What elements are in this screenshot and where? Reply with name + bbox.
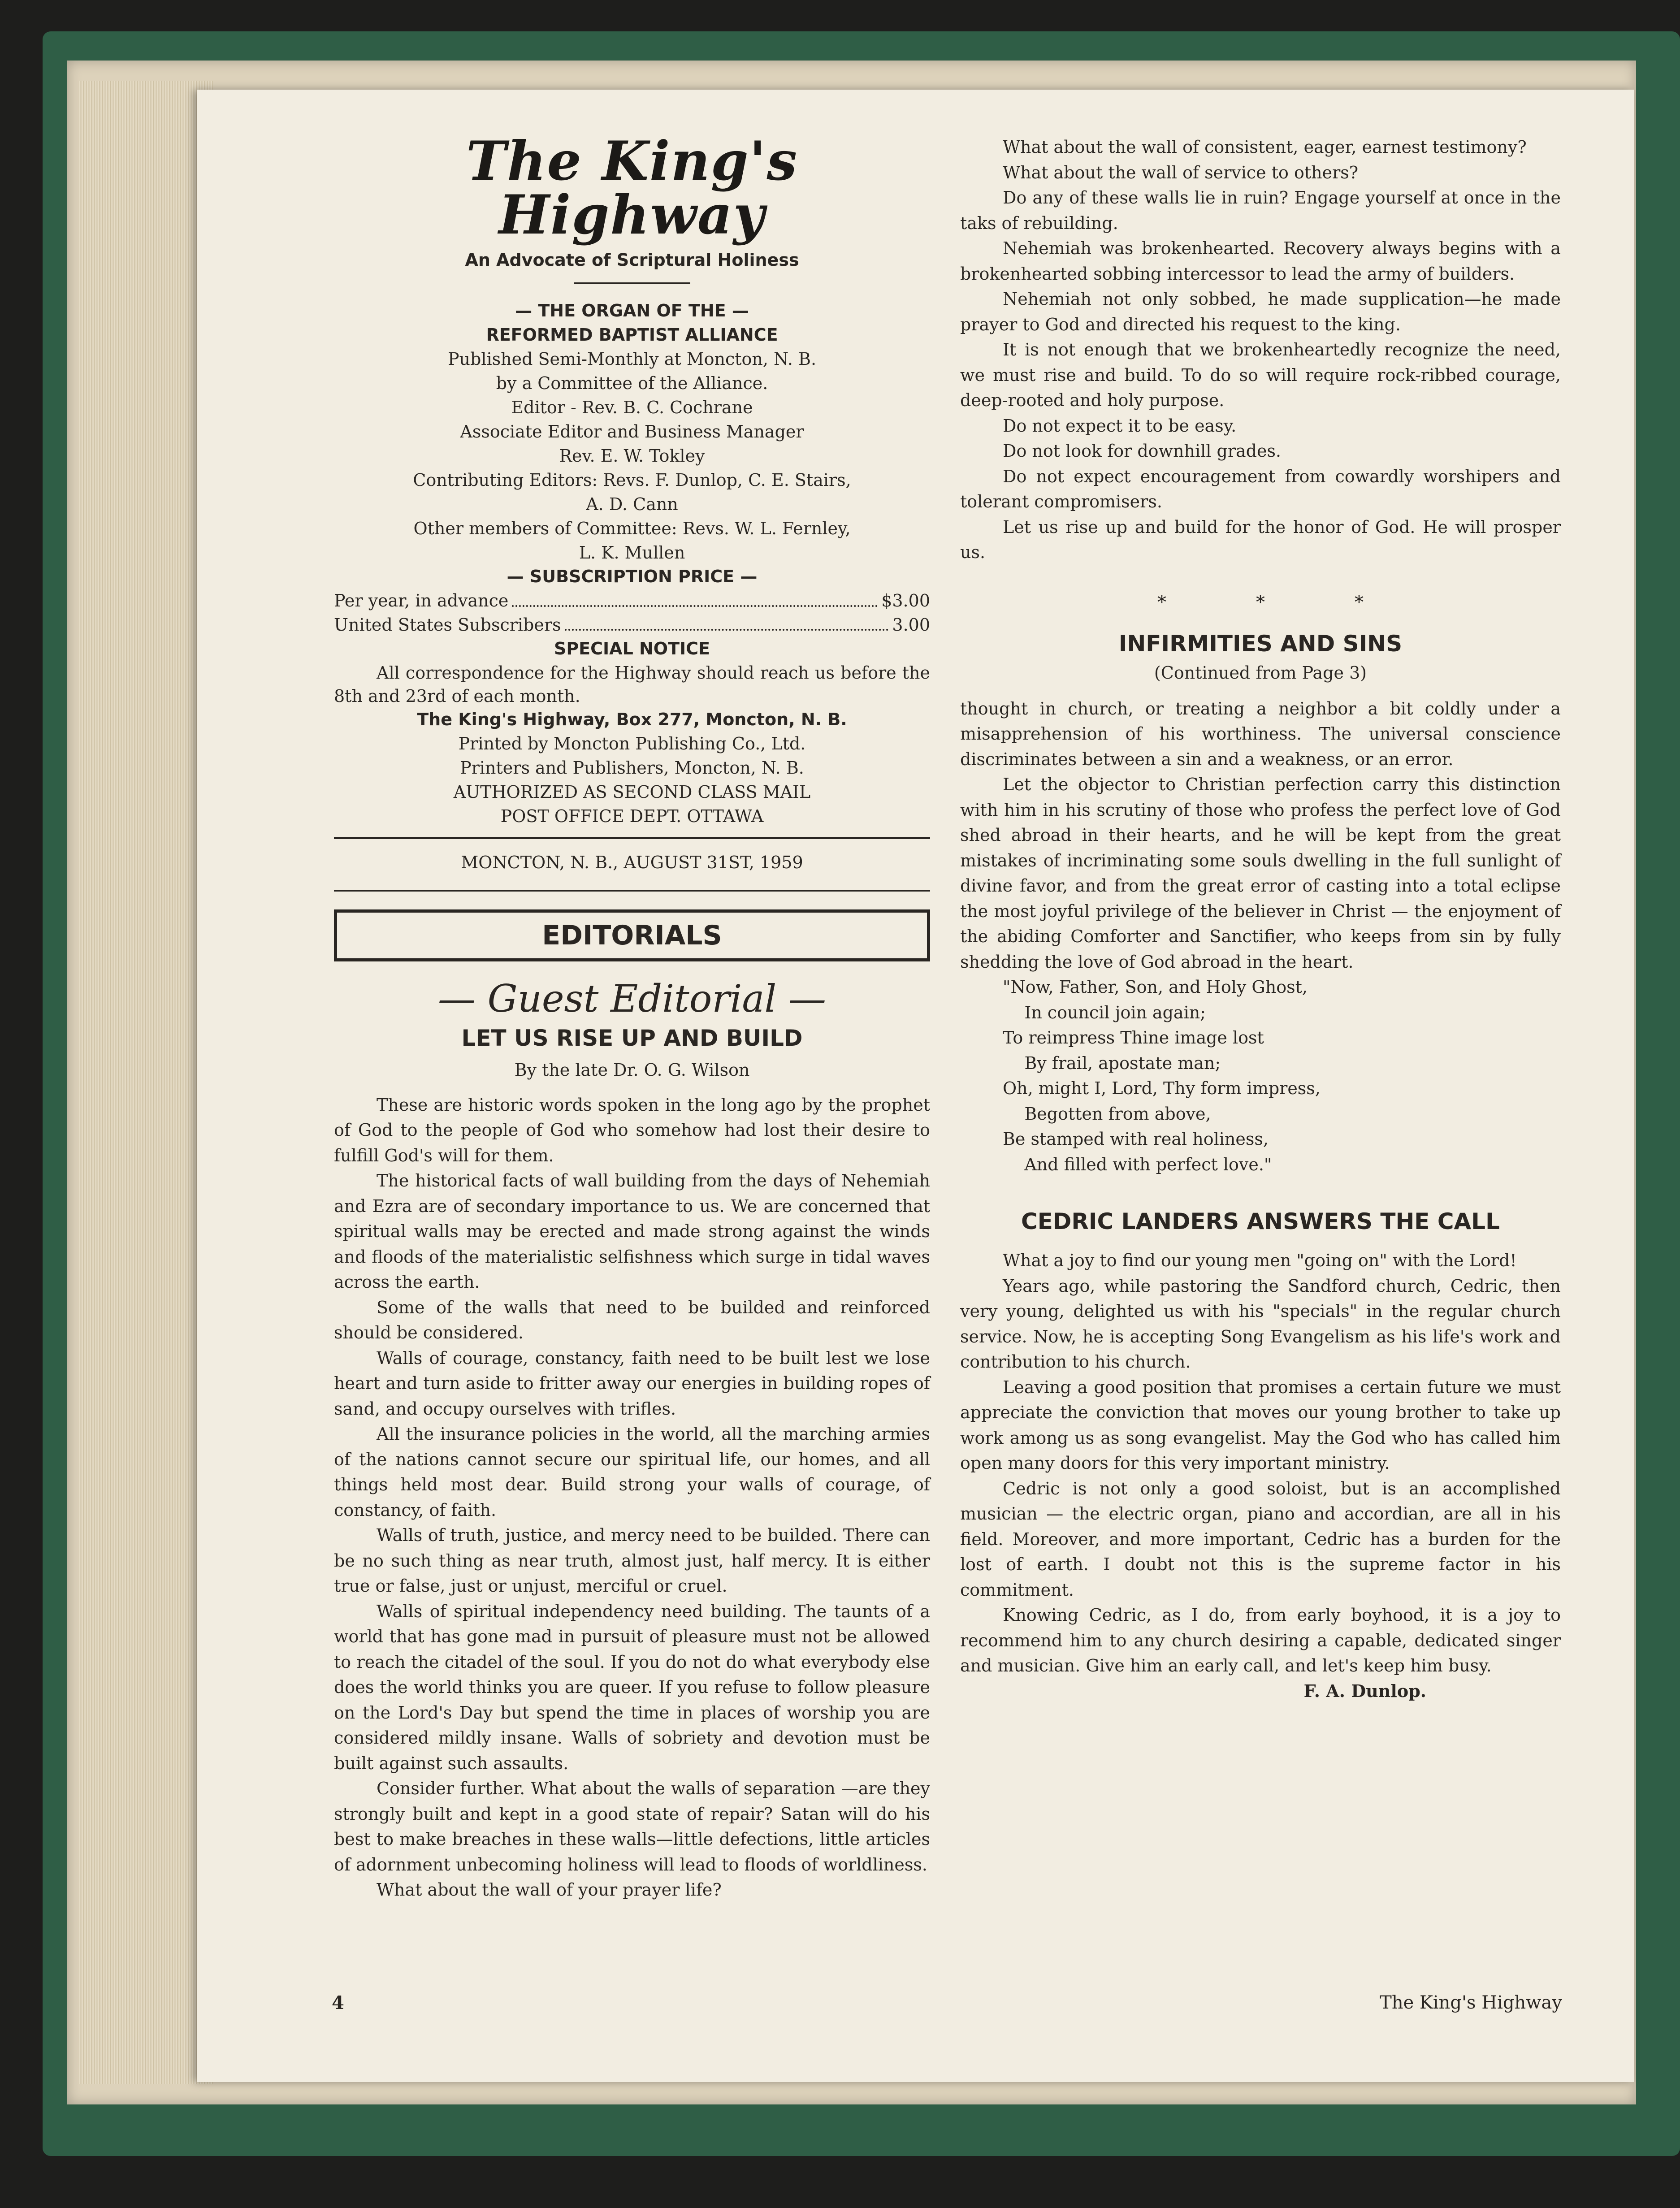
paragraph: The historical facts of wall building from the days of Nehemiah and Ezra are of secondary importance to us. We are concerned that spiritual walls may be erected and made strong against the winds and floods of the materialistic selfishness which surge in tidal waves across the earth. [334,1171,930,1292]
special-notice-text: All correspondence for the Highway should reach us before the 8th and 23rd of each month. [334,662,930,706]
poem-line: Be stamped with real holiness, [1003,1129,1269,1149]
short-rule [574,282,690,284]
continued-note: (Continued from Page 3) [1154,662,1367,683]
footer-publication: The King's Highway [1380,1992,1562,2013]
cedric-body [960,1248,1561,1679]
contrib-editors-line-2: A. D. Cann [586,494,678,514]
paragraph: Leaving a good position that promises a certain future we must appreciate the conviction that moves our young brother to take up work among us as song evangelist. May the God who has called him open many doors for this very important ministry. [960,1377,1561,1473]
special-notice-heading: SPECIAL NOTICE [554,638,710,658]
editorial-body [334,1092,930,1903]
paragraph: Do not look for downhill grades. [1003,441,1282,461]
page-stack-edge [78,81,213,2084]
paragraph: Let the objector to Christian perfection carry this distinction with him in his scrutiny of those who profess the perfect love of God shed abroad in their hearts, and he will be kept from the great mistakes of incriminating some souls dwelling in the full sunlight of divine favor, and from the great error of casting into a total eclipse the most joyful privilege of the believer in Christ — the enjoyment of the abiding Comforter and Sanctifier, who keeps from sin by fully shedding the love of God abroad in the heart. [960,775,1561,972]
star-icon: * [1157,592,1166,613]
masthead-info [334,299,930,589]
rule [334,837,930,839]
poem-line: "Now, Father, Son, and Holy Ghost, [1003,977,1308,997]
paragraph: What about the wall of service to others? [1003,162,1359,182]
leader-dots [565,613,889,631]
paragraph: Nehemiah was brokenhearted. Recovery always begins with a brokenhearted sobbing intercessor to lead the army of builders. [960,238,1561,284]
editor-line: Editor - Rev. B. C. Cochrane [511,397,753,417]
printers-line: Printers and Publishers, Moncton, N. B. [460,758,804,778]
assoc-editor-name: Rev. E. W. Tokley [559,446,705,466]
organ-line: — THE ORGAN OF THE — [515,301,749,320]
contrib-editors-line: Contributing Editors: Revs. F. Dunlop, C. E. Stairs, [413,470,851,490]
editorials-heading: EDITORIALS [334,909,930,961]
alliance-line: REFORMED BAPTIST ALLIANCE [486,325,778,345]
paragraph: thought in church, or treating a neighbor a bit coldly under a misapprehension of his worthiness. The universal conscience discriminates between a sin and a weakness, or an error. [960,698,1561,769]
paragraph: What a joy to find our young men "going on" with the Lord! [1003,1251,1517,1270]
price-label: United States Subscribers [334,615,561,635]
masthead-title: The King's Highway [466,130,798,247]
paragraph: Let us rise up and build for the honor of God. He will prosper us. [960,517,1561,562]
leader-dots [512,589,878,606]
paragraph: Do any of these walls lie in ruin? Engage yourself at once in the taks of rebuilding. [960,188,1561,233]
price-row-us [334,613,930,637]
guest-editorial-kicker: — Guest Editorial — [437,976,827,1021]
post-office-line: POST OFFICE DEPT. OTTAWA [500,806,764,826]
paragraph: Walls of spiritual independency need building. The taunts of a world that has gone mad in pursuit of pleasure must not be allowed to reach the citadel of the soul. If you do not do what everybody else does the world thinks you are queer. If you refuse to follow pleasure on the Lord's Day but spend the time in places of worship you are considered mildly insane. Walls of sobriety and devotion must be built against such assaults. [334,1601,930,1773]
star-icon: * [1355,592,1364,613]
address-line: The King's Highway, Box 277, Moncton, N. B. [417,709,847,729]
paragraph: Consider further. What about the walls of separation —are they strongly built and kept in a good state of repair? Satan will do his best to make breaches in these walls—little defections, little articles of adornment unbecoming holiness will lead to floods of worldliness. [334,1779,930,1875]
poem-line: To reimpress Thine image lost [1003,1028,1264,1048]
masthead-subtitle: An Advocate of Scriptural Holiness [465,250,799,270]
poem-line: In council join again; [1003,1002,1206,1022]
paragraph: What about the wall of consistent, eager, earnest testimony? [1003,137,1527,157]
paragraph: All the insurance policies in the world, all the marching armies of the nations cannot secure our spiritual life, our homes, and all things held most dear. Build strong your walls of courage, of constancy, of faith. [334,1424,930,1520]
editorial-continued [960,134,1561,565]
published-line: Published Semi-Monthly at Moncton, N. B. [447,349,817,369]
paragraph: Cedric is not only a good soloist, but is an accomplished musician — the electric organ, piano and accordian, are all in his field. Moreover, and more important, Cedric has a burden for the lost of earth. I doubt not this is the supreme factor in his commitment. [960,1478,1561,1600]
masthead-notice [334,637,930,661]
special-notice [334,661,930,708]
authorized-line: AUTHORIZED AS SECOND CLASS MAIL [453,782,811,802]
paragraph: Walls of truth, justice, and mercy need to be builded. There can be no such thing as near truth, almost just, half mercy. It is either true or false, just or unjust, merciful or cruel. [334,1525,930,1596]
byline: By the late Dr. O. G. Wilson [514,1060,750,1080]
infirmities-body [960,696,1561,975]
paragraph: Knowing Cedric, as I do, from early boyhood, it is a joy to recommend him to any church desiring a capable, dedicated singer and musician. Give him an early call, and let's keep him busy. [960,1605,1561,1675]
subscription-heading: — SUBSCRIPTION PRICE — [507,567,758,587]
printed-line: Printed by Moncton Publishing Co., Ltd. [458,733,806,753]
star-divider [960,592,1561,613]
star-icon: * [1256,592,1265,613]
paragraph: It is not enough that we brokenheartedly recognize the need, we must rise and build. To do so will require rock-ribbed courage, deep-rooted and holy purpose. [960,340,1561,410]
poem-line: And filled with perfect love." [1003,1154,1272,1174]
dateline: MONCTON, N. B., AUGUST 31ST, 1959 [461,852,803,872]
paragraph: Walls of courage, constancy, faith need to be built lest we lose heart and turn aside to fritter away our energies in building ropes of sand, and occupy ourselves with trifles. [334,1348,930,1419]
price-label: Per year, in advance [334,591,509,611]
poem-line: By frail, apostate man; [1003,1053,1221,1073]
paragraph: What about the wall of your prayer life? [377,1880,722,1900]
published-line-2: by a Committee of the Alliance. [496,373,768,393]
price-value: 3.00 [892,615,930,635]
signature: F. A. Dunlop. [1303,1680,1426,1701]
assoc-editor-line: Associate Editor and Business Manager [460,421,804,442]
paragraph: Do not expect encouragement from cowardly worshipers and tolerant compromisers. [960,466,1561,511]
paragraph: Years ago, while pastoring the Sandford church, Cedric, then very young, delighted us with his "specials" in the regular church service. Now, he is accepting Song Evangelism as his life's work and contribution to his church. [960,1276,1561,1372]
poem-line: Begotten from above, [1003,1104,1211,1124]
infirmities-title: INFIRMITIES AND SINS [1118,630,1403,657]
paragraph: Some of the walls that need to be builded and reinforced should be considered. [334,1297,930,1343]
page-number: 4 [332,1992,344,2013]
rule [334,890,930,892]
paragraph: Nehemiah not only sobbed, he made supplication—he made prayer to God and directed his request to the king. [960,289,1561,334]
paragraph: Do not expect it to be easy. [1003,416,1237,436]
committee-line-2: L. K. Mullen [579,542,685,563]
magazine-page [197,90,1634,2082]
cedric-title: CEDRIC LANDERS ANSWERS THE CALL [1021,1208,1500,1234]
poem-line: Oh, might I, Lord, Thy form impress, [1003,1078,1321,1098]
left-column [334,130,930,1903]
right-column [960,134,1561,1704]
price-row-year [334,589,930,613]
article-title: LET US RISE UP AND BUILD [461,1025,803,1051]
poem [960,974,1561,1177]
committee-line: Other members of Committee: Revs. W. L. Fernley, [413,518,851,538]
price-value: $3.00 [881,591,930,611]
paragraph: These are historic words spoken in the long ago by the prophet of God to the people of God who somehow had lost their desire to fulfill God's will for them. [334,1095,930,1165]
masthead-footer [334,708,930,829]
